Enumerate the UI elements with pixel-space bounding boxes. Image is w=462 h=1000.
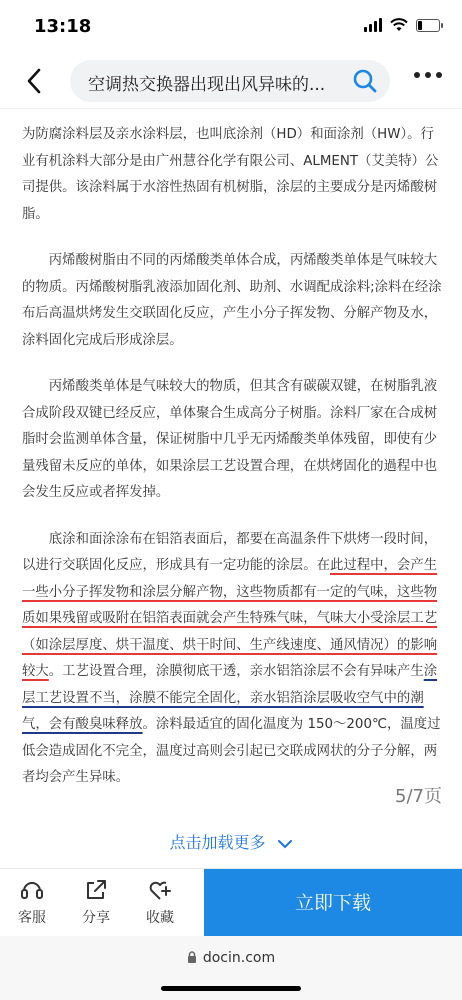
page-indicator: 5/7页 bbox=[395, 786, 442, 807]
url-display bbox=[0, 950, 462, 966]
share-label: 分享 bbox=[82, 910, 110, 926]
share-button[interactable] bbox=[66, 877, 126, 927]
download-button[interactable]: 立即下载 bbox=[204, 869, 462, 937]
divider bbox=[0, 108, 462, 109]
paragraph-3: 丙烯酸类单体是气味较大的物质，但其含有碳碳双键，在树脂乳液合成阶段双键已经反应，单体聚合生成高分子树脂。涂料厂家在合成树脂时会监测单体含量，保证树脂中几乎无丙烯酸类单体残留，即使有少量残留未反应的单体，如果涂层工艺设置合理，在烘烤固化的過程中也会发生反应或者挥发掉。 bbox=[22, 379, 438, 500]
load-more-button[interactable] bbox=[0, 830, 462, 853]
load-more-label: 点击加载更多 bbox=[169, 833, 266, 852]
heart-plus-icon bbox=[147, 877, 173, 903]
wifi-icon bbox=[390, 18, 408, 32]
chevron-down-icon bbox=[277, 838, 293, 850]
search-button[interactable] bbox=[352, 68, 378, 94]
back-button[interactable] bbox=[20, 66, 50, 96]
lock-icon bbox=[187, 951, 197, 963]
service-label: 客服 bbox=[18, 910, 46, 926]
bottom-toolbar bbox=[0, 868, 462, 937]
battery-icon bbox=[416, 19, 440, 32]
paragraph-4-text-c: 。工艺设置合理，涂膜彻底干透，亲水铝箔涂层不会有异味产生 bbox=[48, 664, 424, 679]
url-domain: docin.com bbox=[202, 950, 276, 966]
status-bar bbox=[0, 0, 462, 56]
search-input[interactable]: 空调热交换器出现出风异味的... bbox=[88, 75, 326, 95]
home-indicator bbox=[161, 986, 301, 991]
highlighted-text-red: 此过程中，会产生一些小分子挥发物和涂层分解产物，这些物质都有一定的气味，这些物质如果残留或吸附在铝箔表面就会产生特殊气味，气味大小受涂层工艺（如涂层厚度、烘干温度、烘干时间、生产线速度、通风情况）的影响较大 bbox=[22, 558, 438, 679]
signal-icon bbox=[364, 18, 382, 32]
back-arrow-icon bbox=[20, 66, 50, 96]
favorite-button[interactable] bbox=[130, 877, 190, 927]
search-box[interactable] bbox=[70, 60, 390, 102]
more-options-button[interactable] bbox=[414, 72, 442, 78]
nav-bar bbox=[0, 56, 462, 106]
customer-service-icon bbox=[19, 877, 45, 903]
paragraph-4-text-a: 底涂和面涂涂布在铝箔表面后，都要在高温条件下烘烤一段时间，以进行交联固化反应，形成具有一定功能的涂层。在 bbox=[22, 531, 438, 573]
favorite-label: 收藏 bbox=[146, 910, 174, 926]
service-button[interactable] bbox=[2, 877, 62, 927]
highlighted-text-blue: 涂层工艺设置不当，涂膜不能完全固化，亲水铝箔涂层吸收空气中的潮气，会有酸臭味释放 bbox=[22, 664, 438, 732]
paragraph-4 bbox=[22, 527, 442, 792]
paragraph-2: 丙烯酸树脂由不同的丙烯酸类单体合成，丙烯酸类单体是气味较大的物质。丙烯酸树脂乳液添加固化剂、助剂、水调配成涂料;涂料在经涂布后高温烘烤发生交联固化反应，产生小分子挥发物、分解产物及水，涂料固化完成后形成涂层。 bbox=[22, 253, 442, 348]
search-icon bbox=[352, 68, 378, 94]
status-time: 13:18 bbox=[34, 16, 92, 37]
share-icon bbox=[83, 877, 109, 903]
paragraph-1: 为防腐涂料层及亲水涂料层，也叫底涂剂（HD）和面涂剂（HW）。行业有机涂料大部分是由广州慧谷化学有限公司、ALMENT（艾美特）公司提供。该涂料属于水溶性热固有机树脂，涂层的主要成分是丙烯酸树脂。 bbox=[22, 127, 439, 222]
paragraph-4-text-e: 。涂料最适宜的固化温度为 150～200℃，温度过低会造成固化不完全，温度过高则会引起已交联成网状的分子分解，两者均会产生异味。 bbox=[22, 717, 441, 785]
status-icons bbox=[364, 18, 440, 32]
document-content bbox=[22, 122, 442, 812]
